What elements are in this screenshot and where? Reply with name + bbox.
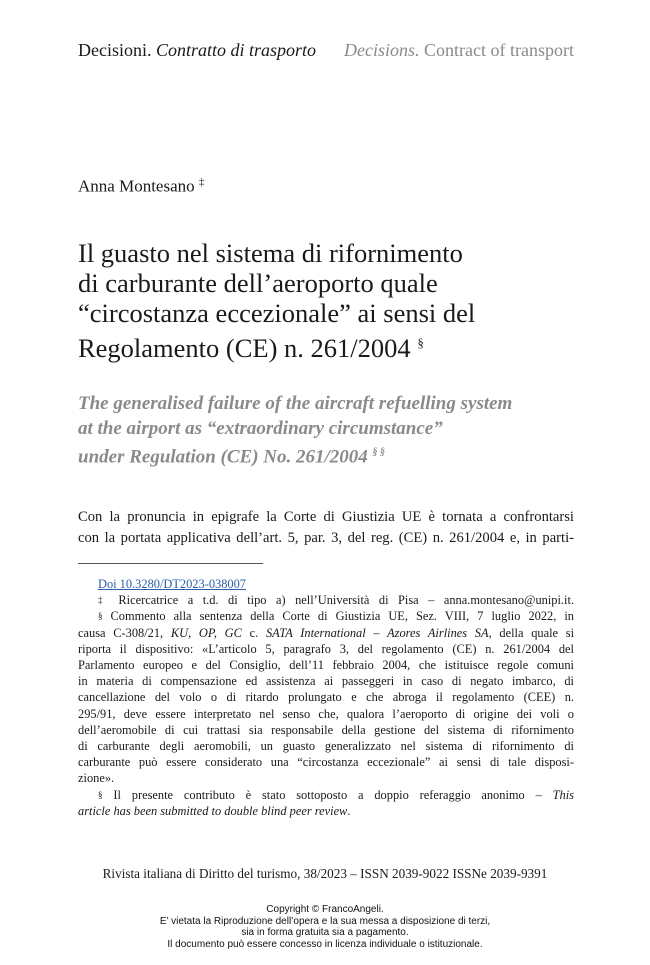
- body-paragraph: [78, 507, 574, 549]
- footnote-2-line: zione».: [78, 771, 115, 786]
- title-line: di carburante dell’aeroporto quale: [78, 268, 438, 298]
- footnote-text: c.: [249, 625, 259, 640]
- footnote-2-line: di carburante degli aeromobili, un guasto generalizzato nel sistema di rifornimento di: [78, 739, 574, 754]
- party-names: KU, OP, GC: [170, 625, 242, 640]
- footnote-text: Ricercatrice a t.d. di tipo a) nell’Università di Pisa – anna.montesano@unipi.it.: [118, 593, 574, 608]
- subtitle-footnote-mark: § §: [372, 447, 386, 458]
- footnote-2-line: Parlamento europeo e del Consiglio, dell’11 febbraio 2004, che istituisce regole comuni: [78, 658, 574, 673]
- footnote-text: causa C-308/21,: [78, 625, 164, 640]
- subtitle-line: under Regulation (CE) No. 261/2004: [78, 446, 368, 468]
- copyright-line: Copyright © FrancoAngeli.: [266, 904, 384, 915]
- header-section-label-en: Decisions.: [344, 40, 420, 60]
- running-header-english: [344, 40, 574, 61]
- footnote-mark: §: [98, 789, 103, 800]
- footnote-text: Il presente contributo è stato sottoposto a doppio referaggio anonimo –: [113, 787, 542, 802]
- footnote-3-line: [78, 803, 574, 819]
- copyright-line: sia in forma gratuita sia a pagamento.: [241, 927, 409, 939]
- footnote-2-line: cancellazione del volo o di ritardo prolungato e che abroga il regolamento (CEE) n.: [78, 690, 574, 705]
- body-line: con la portata applicativa dell’art. 5, par. 3, del reg. (CE) n. 261/2004 e, in parti-: [78, 530, 574, 546]
- author-footnote-mark: ‡: [198, 176, 205, 188]
- running-header: [78, 40, 574, 64]
- footnote-text-english: This: [552, 787, 574, 802]
- running-header-italian: [78, 40, 316, 61]
- copyright-line: E’ vietata la Riproduzione dell’opera e la sua messa a disposizione di terzi,: [159, 915, 491, 927]
- footnote-2-line: dell’aeromobile di cui trattasi sia responsabile della gestione del sistema di rifornimento: [78, 722, 574, 737]
- footnote-3-line: [78, 787, 574, 803]
- journal-citation: Rivista italiana di Diritto del turismo, 38/2023 – ISSN 2039-9022 ISSNe 2039-9391: [102, 866, 548, 881]
- footnote-2-line: [78, 608, 574, 624]
- footnote-text: , della quale si: [488, 625, 575, 640]
- footnote-2-line: riporta il dispositivo: «L’articolo 5, paragrafo 3, del regolamento (CE) n. 261/2004 del: [78, 641, 574, 656]
- footnote-2-line: [78, 625, 574, 641]
- copyright-line: Il documento può essere concesso in licenza individuale o istituzionale.: [167, 938, 483, 950]
- footnote-mark: §: [98, 611, 103, 622]
- article-title: [78, 238, 578, 363]
- title-line: Regolamento (CE) n. 261/2004: [78, 332, 411, 363]
- footnote-mark: ‡: [98, 595, 109, 606]
- footnote-2-line: 295/91, deve essere interpretato nel senso che, qualora l’aeroporto di origine dei voli o: [78, 706, 574, 721]
- body-line: Con la pronuncia in epigrafe la Corte di Giustizia UE è tornata a confrontarsi: [78, 509, 574, 525]
- title-line: Il guasto nel sistema di rifornimento: [78, 238, 463, 268]
- author-name: Anna Montesano: [78, 176, 195, 196]
- doi-link[interactable]: Doi 10.3280/DT2023-038007: [98, 577, 246, 591]
- footnote-divider: [78, 563, 263, 564]
- footnote-text-english: article has been submitted to double blind peer review: [78, 803, 348, 818]
- footnote-text: .: [347, 803, 351, 818]
- footnote-1: [78, 592, 574, 608]
- author: [78, 176, 204, 197]
- copyright-notice: [0, 904, 650, 950]
- subtitle-line: The generalised failure of the aircraft refuelling system: [78, 393, 513, 414]
- title-footnote-mark: §: [417, 335, 424, 350]
- footnote-2-line: carburante può essere considerato una “circostanza eccezionale” ai sensi di tale disposi-: [78, 755, 574, 770]
- header-section-label: Decisioni.: [78, 40, 152, 60]
- footnotes: [78, 576, 574, 819]
- party-name: SATA International – Azores Airlines SA: [265, 625, 489, 640]
- header-topic-label: Contratto di trasporto: [156, 40, 317, 60]
- footnote-text: Commento alla sentenza della Corte di Giustizia UE, Sez. VIII, 7 luglio 2022, in: [110, 609, 574, 624]
- article-subtitle: [78, 392, 578, 470]
- header-topic-label-en: Contract of transport: [424, 40, 574, 60]
- title-line: “circostanza eccezionale” ai sensi del: [78, 298, 476, 328]
- footnote-2-line: in materia di compensazione ed assistenza ai passeggeri in caso di negato imbarco, di: [78, 674, 574, 689]
- subtitle-line: at the airport as “extraordinary circumstance”: [78, 417, 443, 439]
